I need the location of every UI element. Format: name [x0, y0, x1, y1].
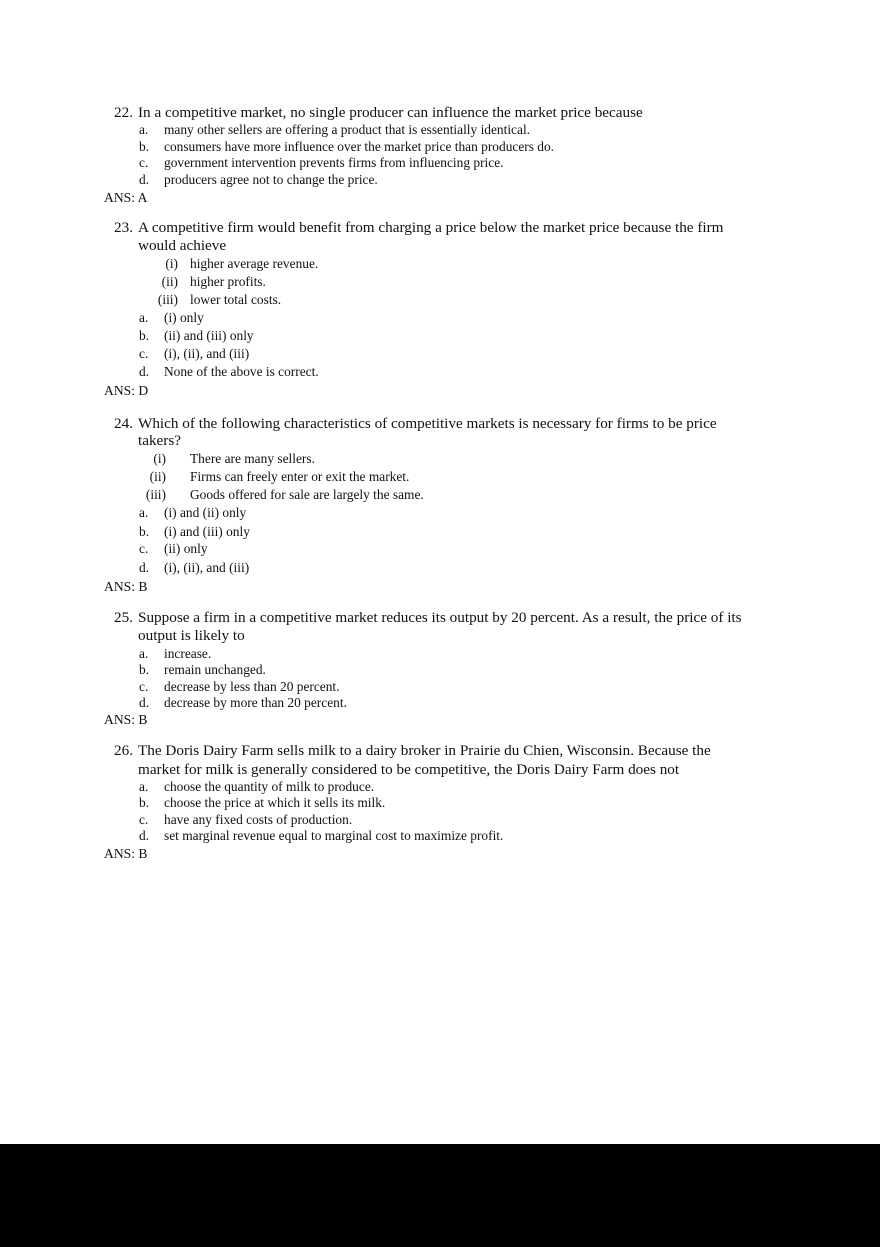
question-number: 25. — [114, 609, 133, 626]
statement-label: (ii) — [149, 469, 166, 484]
question-text-line-2: market for milk is generally considered to be competitive, the Doris Dairy Farm does not — [138, 761, 680, 778]
option-text: (i) and (ii) only — [164, 505, 247, 520]
question-stem — [0, 415, 880, 451]
option-letter: d. — [139, 828, 150, 843]
question-25 — [0, 609, 880, 727]
question-stem — [0, 609, 880, 645]
question-number: 26. — [114, 742, 133, 759]
statement-label: (iii) — [157, 292, 178, 307]
option-text: (i) only — [164, 310, 204, 325]
question-text-line-2: takers? — [138, 432, 182, 449]
option-letter: b. — [139, 328, 150, 343]
statement-text: There are many sellers. — [190, 451, 315, 466]
question-stem — [0, 104, 880, 122]
option-text: have any fixed costs of production. — [164, 812, 353, 827]
option-letter: d. — [139, 172, 150, 187]
option-text: set marginal revenue equal to marginal cost to maximize profit. — [164, 828, 504, 843]
option-text: decrease by less than 20 percent. — [164, 679, 340, 694]
option-letter: a. — [139, 646, 149, 661]
answer-key: ANS: B — [104, 712, 148, 727]
answer-key: ANS: B — [104, 579, 148, 594]
option-letter: c. — [139, 679, 149, 694]
statement-text: Firms can freely enter or exit the market. — [190, 469, 410, 484]
option-letter: b. — [139, 524, 150, 539]
option-letter: a. — [139, 310, 149, 325]
question-text-line-1: A competitive firm would benefit from charging a price below the market price because the firm — [138, 219, 724, 236]
question-24 — [0, 415, 880, 594]
statement-label: (i) — [153, 451, 166, 466]
option-letter: c. — [139, 812, 149, 827]
question-26 — [0, 742, 880, 861]
option-text: (i), (ii), and (iii) — [164, 346, 250, 361]
statement-label: (ii) — [161, 274, 178, 289]
option-text: choose the quantity of milk to produce. — [164, 779, 375, 794]
option-letter: c. — [139, 541, 149, 556]
option-text: (i), (ii), and (iii) — [164, 560, 250, 575]
option-letter: d. — [139, 560, 150, 575]
option-letter: d. — [139, 695, 150, 710]
letterbox-bar — [0, 1144, 880, 1247]
statement-label: (i) — [165, 256, 178, 271]
option-text: consumers have more influence over the market price than producers do. — [164, 139, 555, 154]
statement-label: (iii) — [145, 487, 166, 502]
answer-key: ANS: D — [104, 383, 149, 398]
option-text: (ii) only — [164, 541, 208, 556]
option-text: (ii) and (iii) only — [164, 328, 254, 343]
question-text-line-2: output is likely to — [138, 627, 245, 644]
option-letter: b. — [139, 662, 150, 677]
option-text: many other sellers are offering a product that is essentially identical. — [164, 122, 531, 137]
statement-text: lower total costs. — [190, 292, 282, 307]
option-text: None of the above is correct. — [164, 364, 319, 379]
option-text: (i) and (iii) only — [164, 524, 250, 539]
option-text: remain unchanged. — [164, 662, 266, 677]
answer-key: ANS: B — [104, 846, 148, 861]
option-letter: b. — [139, 139, 150, 154]
option-letter: a. — [139, 779, 149, 794]
answer-key: ANS: A — [104, 190, 148, 205]
question-number: 22. — [114, 104, 133, 121]
option-letter: d. — [139, 364, 150, 379]
question-text-line-1: Suppose a firm in a competitive market reduces its output by 20 percent. As a result, the price of its — [138, 609, 742, 626]
option-letter: c. — [139, 346, 149, 361]
question-23 — [0, 219, 880, 398]
option-letter: c. — [139, 155, 149, 170]
question-text-line-1: The Doris Dairy Farm sells milk to a dairy broker in Prairie du Chien, Wisconsin. Because the — [138, 742, 711, 759]
question-text: In a competitive market, no single producer can influence the market price because — [138, 104, 643, 121]
statement-text: higher average revenue. — [190, 256, 319, 271]
question-stem — [0, 219, 880, 255]
question-number: 23. — [114, 219, 133, 236]
statement-text: Goods offered for sale are largely the same. — [190, 487, 424, 502]
option-letter: a. — [139, 122, 149, 137]
option-text: decrease by more than 20 percent. — [164, 695, 347, 710]
option-text: producers agree not to change the price. — [164, 172, 378, 187]
statement-text: higher profits. — [190, 274, 266, 289]
question-stem — [0, 742, 880, 778]
option-letter: b. — [139, 795, 150, 810]
option-text: increase. — [164, 646, 212, 661]
question-22 — [0, 104, 880, 205]
option-letter: a. — [139, 505, 149, 520]
question-number: 24. — [114, 415, 133, 432]
option-text: choose the price at which it sells its milk. — [164, 795, 386, 810]
question-text-line-1: Which of the following characteristics of competitive markets is necessary for firms to be price — [138, 415, 717, 432]
question-text-line-2: would achieve — [138, 237, 227, 254]
option-text: government intervention prevents firms from influencing price. — [164, 155, 504, 170]
